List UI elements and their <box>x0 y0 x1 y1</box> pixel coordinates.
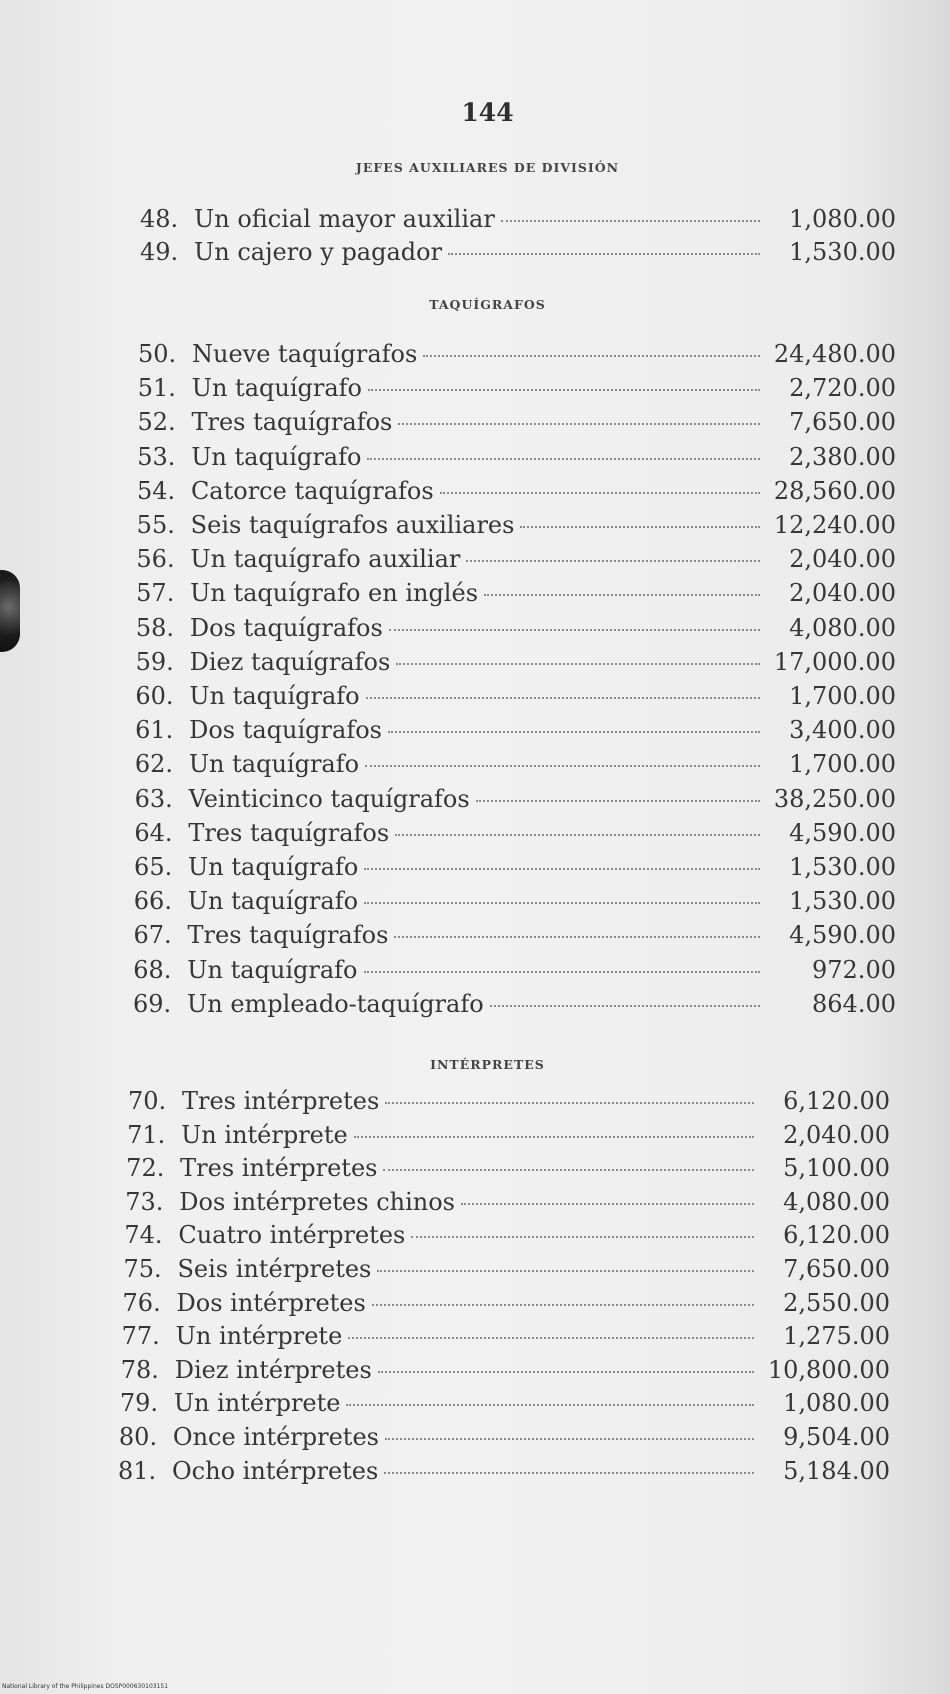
ledger-row <box>134 921 896 949</box>
ledger-row <box>135 716 896 744</box>
item-description: Un taquígrafo en inglés <box>190 579 479 608</box>
ledger-row <box>125 1188 890 1216</box>
item-description: Tres taquígrafos <box>187 921 389 950</box>
item-amount: 17,000.00 <box>773 647 896 676</box>
item-amount: 5,100.00 <box>783 1154 890 1183</box>
ledger-row <box>124 1221 890 1249</box>
ledger-row <box>137 511 896 539</box>
ledger-row <box>137 443 896 471</box>
dot-leader <box>383 1169 754 1171</box>
item-amount: 972.00 <box>812 955 896 984</box>
item-number: 57. <box>136 579 175 608</box>
dot-leader <box>501 220 760 222</box>
ledger-row <box>126 1154 890 1182</box>
item-amount: 2,380.00 <box>789 442 896 471</box>
dot-leader <box>490 1005 760 1007</box>
item-amount: 3,400.00 <box>789 716 896 745</box>
item-amount: 28,560.00 <box>773 476 896 505</box>
dot-leader <box>364 971 760 973</box>
item-number: 61. <box>135 716 174 745</box>
item-number: 50. <box>138 340 177 368</box>
item-description: Un taquígrafo auxiliar <box>190 545 461 574</box>
item-description: Un cajero y pagador <box>194 238 443 266</box>
item-amount: 12,240.00 <box>773 511 896 539</box>
ledger-row <box>140 238 896 266</box>
item-number: 63. <box>134 784 173 813</box>
item-number: 71. <box>127 1120 166 1149</box>
dot-leader <box>368 389 760 391</box>
item-number: 68. <box>133 955 172 984</box>
item-amount: 4,080.00 <box>789 613 896 642</box>
ledger-row <box>120 1389 890 1417</box>
item-description: Un intérprete <box>181 1120 348 1149</box>
item-number: 52. <box>137 408 176 437</box>
item-number: 48. <box>140 205 179 233</box>
dot-leader <box>411 1236 754 1238</box>
item-description: Un taquígrafo <box>189 682 360 710</box>
dot-leader <box>466 560 760 562</box>
item-amount: 7,650.00 <box>783 1255 890 1283</box>
item-amount: 10,800.00 <box>767 1355 890 1384</box>
item-description: Un taquígrafo <box>188 750 360 779</box>
item-amount: 1,080.00 <box>783 1389 890 1418</box>
ledger-row <box>135 785 896 813</box>
item-description: Ocho intérpretes <box>172 1456 379 1485</box>
item-amount: 2,040.00 <box>789 579 896 608</box>
ledger-row <box>137 477 896 505</box>
item-description: Un taquígrafo <box>187 887 359 916</box>
dot-leader <box>377 1270 754 1272</box>
item-amount: 9,504.00 <box>783 1423 890 1451</box>
item-amount: 6,120.00 <box>783 1221 890 1250</box>
item-number: 75. <box>123 1255 162 1283</box>
section-heading: JEFES AUXILIARES DE DIVISIÓN <box>355 160 620 175</box>
item-amount: 4,080.00 <box>783 1187 890 1216</box>
item-description: Veinticinco taquígrafos <box>188 784 470 813</box>
item-number: 49. <box>140 238 179 266</box>
item-description: Un taquígrafo <box>191 442 362 471</box>
item-amount: 7,650.00 <box>789 408 896 437</box>
item-number: 58. <box>135 613 175 642</box>
dot-leader <box>398 423 760 425</box>
item-amount: 1,530.00 <box>789 887 896 916</box>
ledger-row <box>138 374 896 402</box>
item-description: Cuatro intérpretes <box>178 1221 406 1250</box>
ledger-row <box>118 1457 890 1485</box>
item-amount: 4,590.00 <box>789 818 896 847</box>
ledger-row <box>119 1423 890 1451</box>
ledger-row <box>136 579 896 607</box>
dot-leader <box>385 1102 754 1104</box>
item-amount: 2,040.00 <box>789 545 896 574</box>
item-number: 62. <box>134 750 173 779</box>
item-description: Un taquígrafo <box>187 955 358 984</box>
item-description: Tres intérpretes <box>182 1087 380 1115</box>
ledger-row <box>133 990 896 1018</box>
item-amount: 2,040.00 <box>783 1120 890 1149</box>
ledger-row <box>123 1255 890 1283</box>
item-number: 74. <box>124 1221 163 1250</box>
dot-leader <box>354 1136 754 1138</box>
ledger-row <box>137 408 896 436</box>
ledger-row <box>128 1087 890 1115</box>
item-amount: 2,550.00 <box>783 1288 890 1317</box>
ledger-row <box>134 887 896 915</box>
dot-leader <box>388 731 760 733</box>
ledger-row <box>121 1356 890 1384</box>
dot-leader <box>476 800 760 802</box>
page-number: 144 <box>461 98 514 127</box>
ledger-row <box>136 545 896 573</box>
item-amount: 4,590.00 <box>789 921 896 950</box>
dot-leader <box>484 594 760 596</box>
dot-leader <box>367 458 760 460</box>
ledger-row <box>123 1289 890 1317</box>
item-description: Dos intérpretes <box>176 1288 366 1317</box>
item-description: Tres taquígrafos <box>188 818 390 847</box>
dot-leader <box>372 1304 754 1306</box>
item-number: 66. <box>133 887 172 916</box>
item-description: Seis taquígrafos auxiliares <box>190 511 515 539</box>
item-number: 72. <box>126 1154 165 1183</box>
ledger-row <box>134 853 896 881</box>
item-description: Un empleado-taquígrafo <box>187 989 484 1018</box>
item-description: Un taquígrafo <box>188 853 359 881</box>
item-number: 59. <box>135 647 174 676</box>
item-amount: 864.00 <box>812 989 896 1018</box>
item-amount: 24,480.00 <box>773 340 896 368</box>
item-description: Tres intérpretes <box>180 1154 378 1183</box>
item-description: Un oficial mayor auxiliar <box>194 205 495 233</box>
item-amount: 1,275.00 <box>783 1322 890 1351</box>
dot-leader <box>384 1472 754 1474</box>
item-number: 69. <box>133 989 172 1018</box>
item-number: 54. <box>136 476 176 505</box>
ledger-row <box>133 956 896 984</box>
ledger-row <box>140 205 896 233</box>
item-description: Un taquígrafo <box>191 374 362 403</box>
item-amount: 1,700.00 <box>789 682 896 710</box>
item-amount: 38,250.00 <box>773 784 896 813</box>
item-amount: 2,720.00 <box>789 374 896 403</box>
item-description: Diez taquígrafos <box>189 647 391 676</box>
item-number: 64. <box>134 818 173 847</box>
dot-leader <box>394 936 760 938</box>
dot-leader <box>378 1371 754 1373</box>
dot-leader <box>346 1404 754 1406</box>
item-number: 77. <box>121 1322 160 1351</box>
item-amount: 5,184.00 <box>783 1456 890 1485</box>
dot-leader <box>520 526 760 528</box>
item-number: 56. <box>136 545 175 574</box>
dot-leader <box>364 902 760 904</box>
dot-leader <box>448 253 760 255</box>
dot-leader <box>348 1337 754 1339</box>
section-heading: INTÉRPRETES <box>430 1057 545 1072</box>
item-description: Dos taquígrafos <box>189 613 383 642</box>
item-amount: 6,120.00 <box>783 1087 890 1115</box>
item-number: 60. <box>135 682 174 710</box>
item-description: Once intérpretes <box>172 1423 379 1451</box>
item-amount: 1,080.00 <box>789 205 896 233</box>
dot-leader <box>396 663 760 665</box>
item-number: 55. <box>136 511 175 539</box>
dot-leader <box>440 492 760 494</box>
binding-clip <box>0 570 20 652</box>
dot-leader <box>395 834 760 836</box>
dot-leader <box>385 1438 754 1440</box>
item-number: 73. <box>125 1187 164 1216</box>
dot-leader <box>461 1203 754 1205</box>
item-description: Un intérprete <box>173 1389 341 1418</box>
ledger-row <box>138 340 896 368</box>
item-number: 53. <box>137 442 176 471</box>
item-amount: 1,530.00 <box>789 238 896 266</box>
item-number: 65. <box>134 853 173 881</box>
ledger-row <box>122 1322 890 1350</box>
item-description: Un intérprete <box>175 1322 343 1351</box>
item-description: Dos taquígrafos <box>189 716 382 745</box>
item-description: Seis intérpretes <box>177 1255 372 1283</box>
item-description: Nueve taquígrafos <box>192 340 418 368</box>
item-number: 67. <box>133 921 172 950</box>
item-number: 79. <box>119 1389 158 1418</box>
ledger-row <box>136 648 896 676</box>
dot-leader <box>423 355 760 357</box>
item-amount: 1,530.00 <box>789 853 896 881</box>
item-number: 70. <box>128 1087 167 1115</box>
section-heading: TAQUÍGRAFOS <box>429 297 546 312</box>
item-number: 81. <box>118 1456 157 1485</box>
item-number: 78. <box>120 1355 159 1384</box>
footer-note: National Library of the Philippines DOSP000630103151 <box>2 1683 169 1690</box>
item-description: Diez intérpretes <box>174 1355 372 1384</box>
dot-leader <box>366 697 760 699</box>
ledger-row <box>127 1121 890 1149</box>
item-description: Catorce taquígrafos <box>190 476 434 505</box>
item-amount: 1,700.00 <box>789 750 896 779</box>
dot-leader <box>365 765 760 767</box>
ledger-row <box>136 614 896 642</box>
item-number: 80. <box>118 1423 158 1451</box>
item-description: Tres taquígrafos <box>191 408 393 437</box>
item-description: Dos intérpretes chinos <box>179 1187 455 1216</box>
ledger-row <box>134 819 896 847</box>
ledger-row <box>135 750 896 778</box>
item-number: 51. <box>137 374 176 403</box>
item-number: 76. <box>122 1288 161 1317</box>
dot-leader <box>389 629 760 631</box>
ledger-row <box>135 682 896 710</box>
dot-leader <box>364 868 760 870</box>
